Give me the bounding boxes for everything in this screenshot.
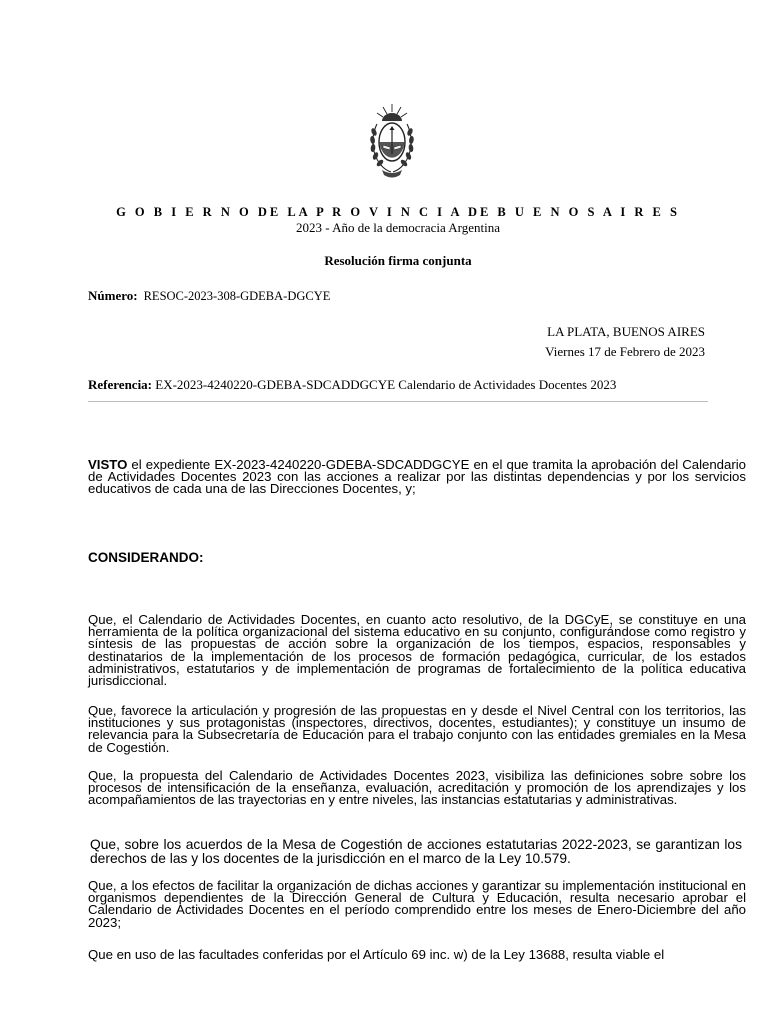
- numero-label: Número:: [88, 288, 138, 303]
- place-text: LA PLATA, BUENOS AIRES: [547, 324, 705, 339]
- government-title: G O B I E R N O DE LA P R O V I N C I A DE B U E N O S A I R E S: [116, 205, 680, 219]
- considerando-paragraph: Que, el Calendario de Actividades Docentes, en cuanto acto resolutivo, de la DGCyE, se constituye en una herramienta de la política organizacional del sistema educativo en su conjunto, configurándose como registro y síntesis de las propuestas de acción sobre la organización de los tiempos, espacios, responsables y destinatarios de la implementación de los procesos de formación pedagógica, curricular, de los estados administrativos, estatutarios y de implementación de programas de fortalecimiento de la política educativa jurisdiccional.: [88, 612, 746, 689]
- numero-row: [88, 288, 330, 304]
- argentina-coat-of-arms-icon: [368, 100, 416, 182]
- numero-value: RESOC-2023-308-GDEBA-DGCYE: [143, 289, 331, 303]
- referencia-label: Referencia:: [88, 377, 153, 392]
- referencia-divider: [88, 401, 708, 402]
- date-text: Viernes 17 de Febrero de 2023: [545, 344, 705, 359]
- visto-label: VISTO: [88, 457, 128, 472]
- considerando-paragraph: Que, favorece la articulación y progresión de las propuestas en y desde el Nivel Central con los territorios, las instituciones y sus protagonistas (inspectores, directivos, docentes, estudiantes); y constituye un insumo de relevancia para la Subsecretaría de Educación para el trabajo conjunto con las entidades gremiales en la Mesa de Cogestión.: [88, 703, 746, 755]
- document-type-title: Resolución firma conjunta: [324, 253, 472, 268]
- referencia-row: [88, 377, 616, 393]
- considerando-paragraph: Que, la propuesta del Calendario de Actividades Docentes 2023, visibiliza las definiciones sobre sobre los procesos de intensificación de la enseñanza, evaluación, acreditación y promoción de los aprendizajes y los acompañamientos de las trayectorias en y entre niveles, las instancias estatutarias y administrativas.: [88, 768, 746, 808]
- visto-paragraph: [88, 459, 746, 496]
- year-motto: 2023 - Año de la democracia Argentina: [295, 220, 501, 235]
- considerando-heading: CONSIDERANDO:: [88, 550, 204, 565]
- referencia-value: EX-2023-4240220-GDEBA-SDCADDGCYE Calendario de Actividades Docentes 2023: [155, 377, 617, 392]
- considerando-paragraph: Que, sobre los acuerdos de la Mesa de Cogestión de acciones estatutarias 2022-2023, se garantizan los derechos de las y los docentes de la jurisdicción en el marco de la Ley 10.579.: [90, 837, 742, 866]
- visto-text: el expediente EX-2023-4240220-GDEBA-SDCADDGCYE en el que tramita la aprobación del Calendario de Actividades Docentes 2023 con las acciones a realizar por las distintas dependencias y por los servicios educativos de cada una de las Direcciones Docentes, y;: [88, 457, 746, 497]
- considerando-paragraph: Que, a los efectos de facilitar la organización de dichas acciones y garantizar su implementación institucional en organismos dependientes de la Dirección General de Cultura y Educación, resulta necesario aprobar el Calendario de Actividades Docentes en el período comprendido entre los meses de Enero-Diciembre del año 2023;: [88, 878, 746, 930]
- considerando-paragraph: Que en uso de las facultades conferidas por el Artículo 69 inc. w) de la Ley 13688, resulta viable el: [88, 947, 665, 962]
